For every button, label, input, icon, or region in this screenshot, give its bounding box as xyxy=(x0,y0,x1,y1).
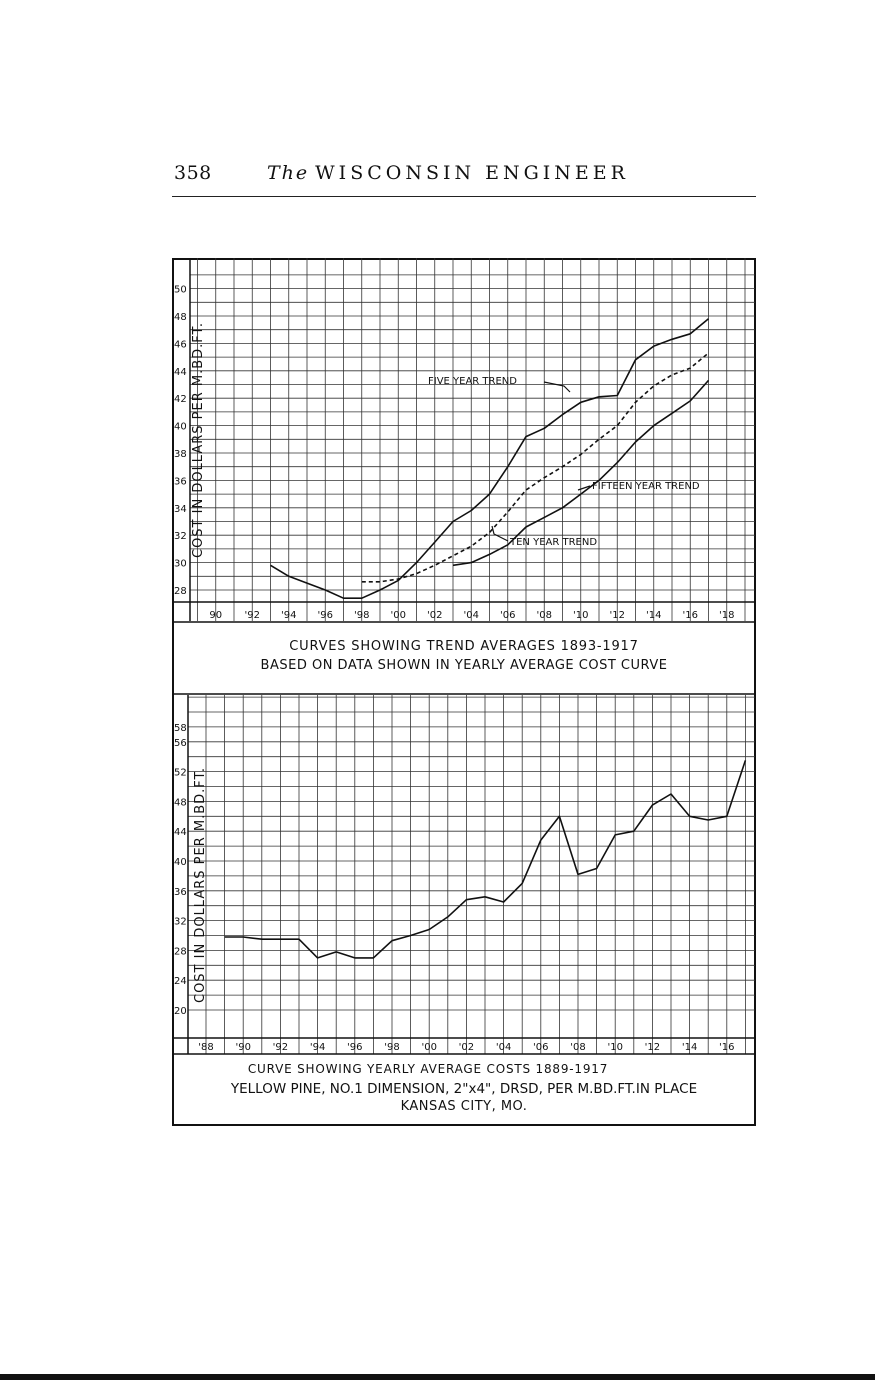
trend-x-tick-label: '16 xyxy=(682,610,698,621)
yearly-y-tick-label: 40 xyxy=(174,857,187,868)
trend-x-tick-label: '94 xyxy=(281,610,297,621)
trend-x-tick-label: '92 xyxy=(244,610,260,621)
trend-y-tick-label: 48 xyxy=(174,312,187,323)
yearly-x-tick-label: '88 xyxy=(198,1042,214,1053)
trend-x-tick-label: '18 xyxy=(719,610,735,621)
yearly-y-tick-label: 44 xyxy=(174,827,187,839)
page-number: 358 xyxy=(174,162,212,184)
yearly-x-tick-label: '92 xyxy=(272,1042,289,1053)
page-header xyxy=(172,160,756,197)
yearly-x-tick-label: '16 xyxy=(719,1042,735,1053)
trend-y-tick-label: 32 xyxy=(174,531,187,543)
yearly-y-tick-label: 36 xyxy=(174,886,187,898)
yearly-y-tick-label: 28 xyxy=(174,946,187,958)
journal-title-the: The xyxy=(267,162,310,184)
trend-y-tick-label: 38 xyxy=(174,449,187,460)
trend-x-tick-label: '02 xyxy=(427,610,443,621)
annotation-fifteen-year: FIFTEEN YEAR TREND xyxy=(592,481,700,492)
trend-x-tick-label: '00 xyxy=(390,610,406,621)
trend-x-tick-label: '98 xyxy=(354,610,370,621)
trend-x-tick-label: '12 xyxy=(609,610,625,621)
page-bottom-edge xyxy=(0,1374,875,1380)
yearly-x-tick-label: '10 xyxy=(607,1042,623,1053)
trend-y-tick-label: 46 xyxy=(174,339,187,351)
trend-x-tick-label: '10 xyxy=(573,610,589,621)
yearly-cost-chart-y-axis-label: COST IN DOLLARS PER M.BD.FT. xyxy=(193,766,208,1003)
trend-chart-grid xyxy=(172,258,756,621)
figure-svg xyxy=(172,258,756,1126)
trend-y-tick-label: 40 xyxy=(174,421,187,433)
yearly-x-tick-label: '90 xyxy=(235,1042,251,1053)
yearly-x-tick-label: '04 xyxy=(495,1042,512,1053)
yearly-cost-chart-y-ticks xyxy=(174,723,187,1017)
yearly-y-tick-label: 32 xyxy=(174,916,187,928)
yearly-cost-chart-x-ticks xyxy=(198,1042,734,1053)
yearly-cost-chart-grid xyxy=(172,695,756,1054)
yearly-x-tick-label: '98 xyxy=(384,1042,400,1053)
trend-x-tick-label: '14 xyxy=(646,610,662,621)
yearly-y-tick-label: 20 xyxy=(174,1006,187,1017)
yearly-x-tick-label: '06 xyxy=(533,1042,549,1053)
yearly-x-tick-label: '96 xyxy=(347,1042,363,1053)
yearly-y-tick-label: 56 xyxy=(174,737,187,749)
journal-title xyxy=(267,162,629,184)
yearly-x-tick-label: '12 xyxy=(644,1042,661,1053)
trend-chart-x-ticks xyxy=(209,610,734,621)
trend-y-tick-label: 30 xyxy=(174,558,187,570)
trend-chart-subtitle: BASED ON DATA SHOWN IN YEARLY AVERAGE COST CURVE xyxy=(260,658,668,673)
yearly-y-tick-label: 24 xyxy=(174,976,187,988)
trend-x-tick-label: '96 xyxy=(317,610,333,621)
yearly-x-tick-label: '14 xyxy=(681,1042,698,1053)
yearly-cost-chart-title: CURVE SHOWING YEARLY AVERAGE COSTS 1889-1917 xyxy=(247,1062,609,1076)
trend-chart xyxy=(172,258,756,621)
trend-x-tick-label: '04 xyxy=(463,610,479,621)
trend-y-tick-label: 34 xyxy=(174,503,187,515)
yearly-x-tick-label: '94 xyxy=(309,1042,326,1053)
trend-y-tick-label: 42 xyxy=(174,394,187,406)
trend-chart-y-axis-label: COST IN DOLLARS PER M.BD.FT. xyxy=(191,321,206,558)
trend-y-tick-label: 28 xyxy=(174,586,187,597)
trend-y-tick-label: 36 xyxy=(174,476,187,488)
yearly-x-tick-label: '02 xyxy=(458,1042,475,1053)
yearly-y-tick-label: 58 xyxy=(174,722,187,734)
trend-y-tick-label: 50 xyxy=(174,284,187,296)
annotation-five-year-pointer xyxy=(544,382,570,392)
trend-chart-y-ticks xyxy=(174,285,187,597)
trend-x-tick-label: '08 xyxy=(536,610,552,621)
annotation-five-year: FIVE YEAR TREND xyxy=(428,376,517,387)
yearly-y-tick-label: 52 xyxy=(174,767,187,779)
annotation-ten-year-pointer xyxy=(492,526,508,541)
yearly-cost-chart-location: KANSAS CITY, MO. xyxy=(400,1099,528,1114)
yearly-cost-chart-subtitle: YELLOW PINE, NO.1 DIMENSION, 2"x4", DRSD, PER M.BD.FT.IN PLACE xyxy=(230,1081,698,1097)
yearly-x-tick-label: '08 xyxy=(570,1042,586,1053)
yearly-cost-chart xyxy=(172,695,756,1054)
journal-title-name: WISCONSIN ENGINEER xyxy=(315,162,629,184)
annotation-ten-year: TEN YEAR TREND xyxy=(510,537,598,548)
yearly-y-tick-label: 48 xyxy=(174,797,187,809)
trend-chart-title: CURVES SHOWING TREND AVERAGES 1893-1917 xyxy=(289,639,639,654)
trend-x-tick-label: '06 xyxy=(500,610,516,621)
trend-y-tick-label: 44 xyxy=(174,366,187,378)
trend-x-tick-label: 90 xyxy=(209,610,223,621)
figure xyxy=(172,258,756,1126)
yearly-x-tick-label: '00 xyxy=(421,1042,437,1053)
